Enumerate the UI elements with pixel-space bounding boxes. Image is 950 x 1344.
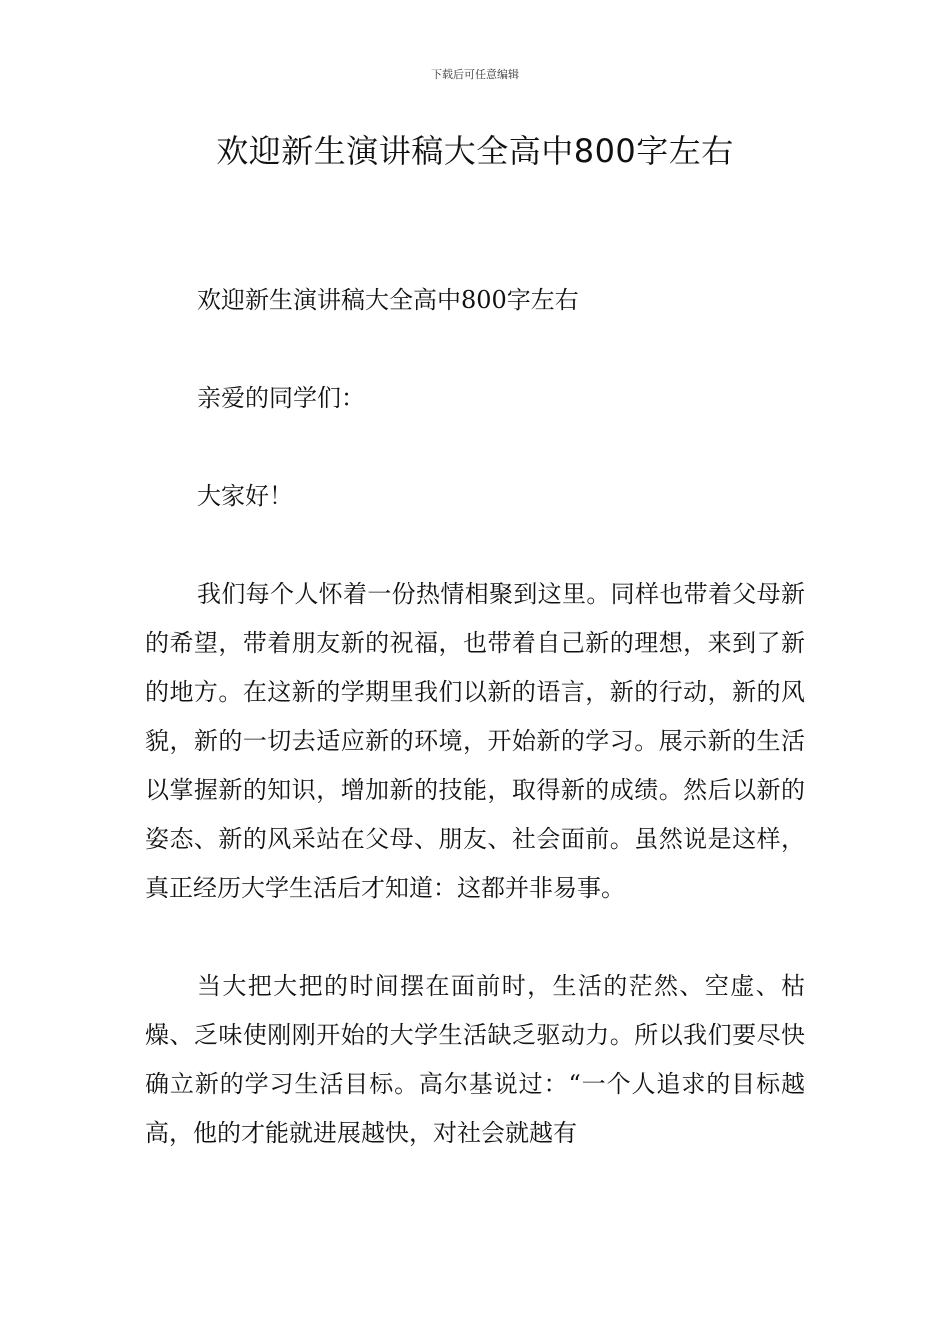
paragraph-body-1: 我们每个人怀着一份热情相聚到这里。同样也带着父母新的希望，带着朋友新的祝福，也带着自己新的理想，来到了新的地方。在这新的学期里我们以新的语言，新的行动，新的风貌，新的一切去适应新的环境，开始新的学习。展示新的生活以掌握新的知识，增加新的技能，取得新的成绩。然后以新的姿态、新的风采站在父母、朋友、社会面前。虽然说是这样，真正经历大学生活后才知道：这都并非易事。 [145,580,805,902]
paragraph-greeting: 大家好！ [197,482,293,510]
header-note: 下载后可任意编辑 [431,68,519,81]
paragraph-body-2: 当大把大把的时间摆在面前时，生活的茫然、空虚、枯燥、乏味使刚刚开始的大学生活缺乏驱动力。所以我们要尽快确立新的学习生活目标。高尔基说过：“一个人追求的目标越高，他的才能就进展越快，对社会就越有 [145,972,805,1147]
paragraph-salutation: 亲爱的同学们： [197,384,365,412]
document-body [145,276,805,1158]
paragraph-subtitle: 欢迎新生演讲稿大全高中800字左右 [197,286,579,314]
document-title: 欢迎新生演讲稿大全高中800字左右 [216,132,734,170]
